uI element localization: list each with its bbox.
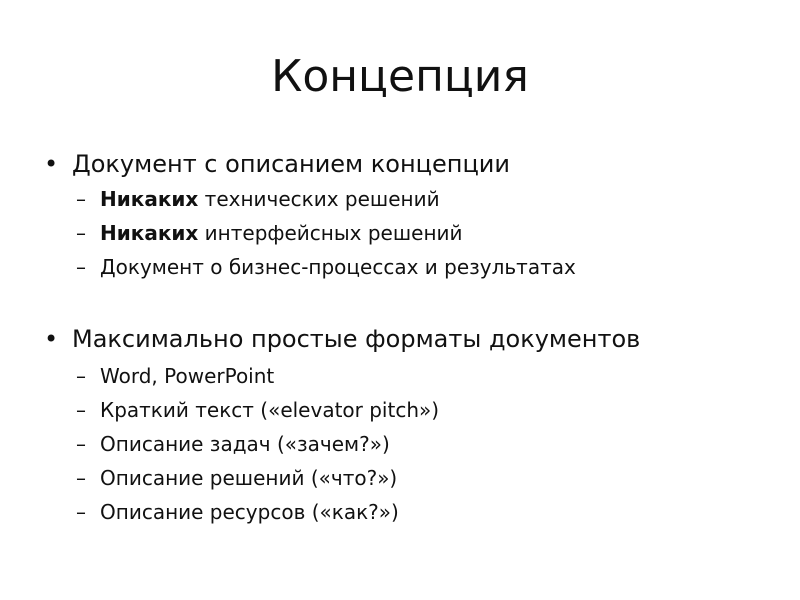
sub-item-business-processes bbox=[76, 251, 576, 283]
sub-item-text: Документ о бизнес-процессах и результатах bbox=[100, 255, 576, 279]
sub-item-word-powerpoint bbox=[76, 360, 274, 392]
dash-icon: – bbox=[76, 255, 86, 279]
bullet-icon: • bbox=[44, 325, 59, 353]
dash-icon: – bbox=[76, 187, 86, 211]
slide-title: Концепция bbox=[271, 51, 529, 102]
sub-item-elevator-pitch bbox=[76, 394, 439, 426]
sub-item-no-technical-solutions bbox=[76, 183, 440, 215]
bullet-item-concept-document bbox=[44, 146, 510, 182]
sub-item-tasks-description bbox=[76, 428, 390, 460]
sub-item-solutions-description bbox=[76, 462, 397, 494]
dash-icon: – bbox=[76, 398, 86, 422]
dash-icon: – bbox=[76, 466, 86, 490]
bullet-icon: • bbox=[44, 150, 59, 178]
bullet-item-simple-formats bbox=[44, 321, 640, 357]
dash-icon: – bbox=[76, 500, 86, 524]
dash-icon: – bbox=[76, 221, 86, 245]
bullet-text: Максимально простые форматы документов bbox=[72, 325, 641, 353]
sub-item-bold: Никаких bbox=[100, 221, 199, 245]
dash-icon: – bbox=[76, 432, 86, 456]
sub-item-text: Описание решений («что?») bbox=[100, 466, 398, 490]
bullet-text: Документ с описанием концепции bbox=[72, 150, 510, 178]
sub-item-text: интерфейсных решений bbox=[198, 221, 463, 245]
sub-item-text: Описание задач («зачем?») bbox=[100, 432, 390, 456]
sub-item-bold: Никаких bbox=[100, 187, 199, 211]
sub-item-text: Описание ресурсов («как?») bbox=[100, 500, 399, 524]
sub-item-resources-description bbox=[76, 496, 399, 528]
sub-item-text: технических решений bbox=[198, 187, 440, 211]
sub-item-text: Word, PowerPoint bbox=[100, 364, 275, 388]
dash-icon: – bbox=[76, 364, 86, 388]
sub-item-text: Краткий текст («elevator pitch») bbox=[100, 398, 440, 422]
sub-item-no-interface-solutions bbox=[76, 217, 463, 249]
